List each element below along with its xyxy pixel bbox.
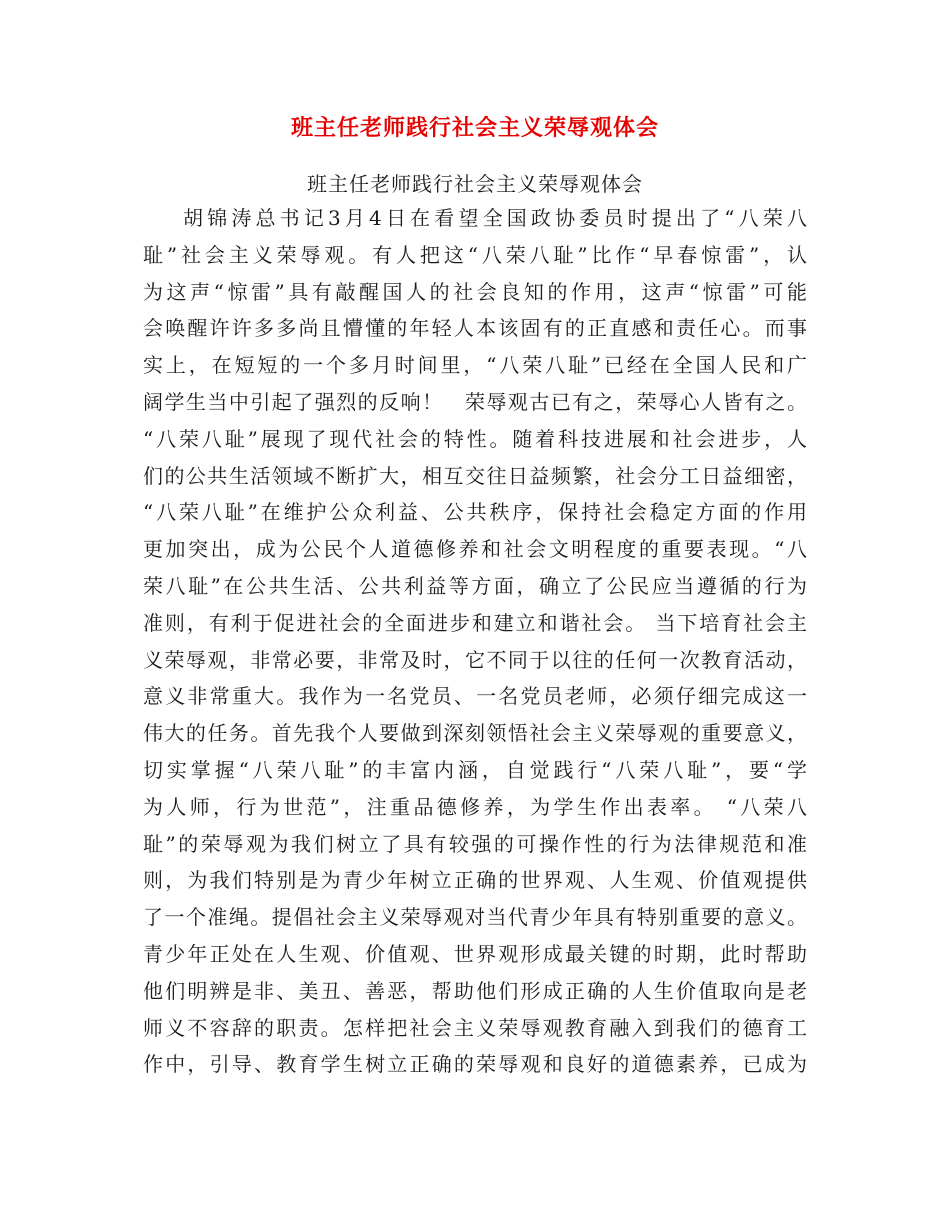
body-line: 义荣辱观，非常必要，非常及时，它不同于以往的任何一次教育活动， bbox=[143, 647, 807, 672]
body-line: 则，为我们特别是为青少年树立正确的世界观、人生观、价值观提供 bbox=[143, 868, 807, 893]
body-line: 会唤醒许许多多尚且懵懂的年轻人本该固有的正直感和责任心。而事 bbox=[143, 316, 807, 341]
body-line: 师义不容辞的职责。怎样把社会主义荣辱观教育融入到我们的德育工 bbox=[143, 1015, 807, 1040]
body-line: 实上，在短短的一个多月时间里，“八荣八耻”已经在全国人民和广 bbox=[143, 353, 807, 378]
body-line: 耻”的荣辱观为我们树立了具有较强的可操作性的行为法律规范和准 bbox=[143, 831, 807, 856]
document-subtitle: 班主任老师践行社会主义荣辱观体会 bbox=[307, 172, 643, 196]
document-title: 班主任老师践行社会主义荣辱观体会 bbox=[290, 116, 659, 141]
body-line: 为人师，行为世范”，注重品德修养，为学生作出表率。 “八荣八 bbox=[143, 794, 807, 819]
body-line: 更加突出，成为公民个人道德修养和社会文明程度的重要表现。“八 bbox=[143, 537, 807, 562]
body-line: 胡锦涛总书记3月4日在看望全国政协委员时提出了“八荣八 bbox=[183, 206, 807, 230]
body-line: 意义非常重大。我作为一名党员、一名党员老师，必须仔细完成这一 bbox=[143, 684, 807, 709]
document-body bbox=[143, 200, 807, 1083]
body-line: 他们明辨是非、美丑、善恶，帮助他们形成正确的人生价值取向是老 bbox=[143, 978, 807, 1003]
body-line: 切实掌握“八荣八耻”的丰富内涵，自觉践行“八荣八耻”，要“学 bbox=[143, 757, 807, 782]
body-line: “八荣八耻”在维护公众利益、公共秩序，保持社会稳定方面的作用 bbox=[143, 500, 807, 525]
body-line: 们的公共生活领域不断扩大，相互交往日益频繁，社会分工日益细密， bbox=[143, 463, 807, 488]
body-line: 为这声“惊雷”具有敲醒国人的社会良知的作用，这声“惊雷”可能 bbox=[143, 279, 807, 304]
body-line: 了一个准绳。提倡社会主义荣辱观对当代青少年具有特别重要的意义。 bbox=[143, 905, 807, 930]
body-line: 青少年正处在人生观、价值观、世界观形成最关键的时期，此时帮助 bbox=[143, 941, 807, 966]
body-line: 荣八耻”在公共生活、公共利益等方面，确立了公民应当遵循的行为 bbox=[143, 573, 807, 598]
body-line: 准则，有利于促进社会的全面进步和建立和谐社会。 当下培育社会主 bbox=[143, 610, 807, 635]
body-line: 伟大的任务。首先我个人要做到深刻领悟社会主义荣辱观的重要意义， bbox=[143, 721, 807, 746]
body-line: 作中，引导、教育学生树立正确的荣辱观和良好的道德素养，已成为 bbox=[143, 1052, 807, 1077]
body-line: “八荣八耻”展现了现代社会的特性。随着科技进展和社会进步，人 bbox=[143, 426, 807, 451]
body-line: 阔学生当中引起了强烈的反响！ 荣辱观古已有之，荣辱心人皆有之。 bbox=[143, 389, 807, 414]
body-line: 耻”社会主义荣辱观。有人把这“八荣八耻”比作“早春惊雷”，认 bbox=[143, 242, 807, 267]
